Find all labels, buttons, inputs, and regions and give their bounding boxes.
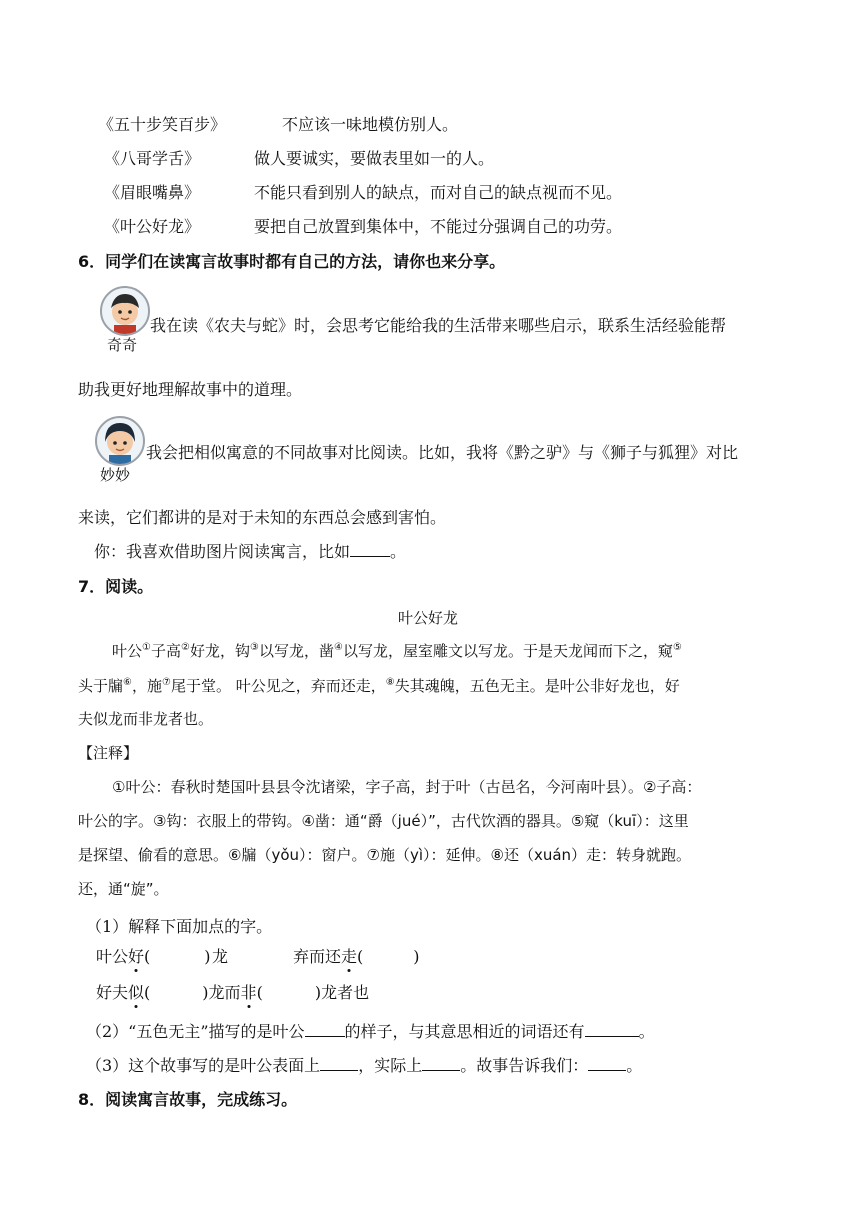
miaomiao-avatar	[95, 416, 145, 466]
note-ref: ⑥	[123, 677, 132, 688]
text: 。故事告诉我们：	[460, 1056, 589, 1075]
match-story: 《八哥学舌》	[104, 149, 201, 168]
fill-item	[96, 980, 369, 1003]
answer-paren[interactable]: ( )	[357, 947, 420, 966]
miaomiao-speech: 我会把相似寓意的不同故事对比阅读。比如，我将《黔之驴》与《狮子与狐狸》对比	[146, 443, 739, 462]
text: 好夫	[96, 983, 129, 1002]
text: 以写龙，凿	[258, 642, 334, 660]
notes-heading: 【注释】	[78, 744, 139, 762]
text: 以写龙，屋室雕文以写龙。于是天龙闻而下之，窥	[342, 642, 673, 660]
qiqi-avatar	[100, 286, 150, 336]
match-moral: 做人要诚实，要做表里如一的人。	[254, 149, 495, 168]
text: 龙者也	[321, 983, 370, 1002]
text: 弃而还	[293, 947, 342, 966]
dotted-char: 好	[128, 947, 145, 966]
match-story: 《眉眼嘴鼻》	[104, 183, 201, 202]
text: 尾于堂。 叶公见之，弃而还走，	[170, 677, 386, 695]
answer-blank[interactable]	[585, 1022, 639, 1037]
dotted-char: 非	[240, 983, 257, 1002]
note-ref: ⑦	[162, 677, 171, 688]
answer-blank[interactable]	[350, 542, 390, 557]
text: 子高	[150, 642, 181, 660]
answer-blank[interactable]	[320, 1056, 358, 1071]
text: 头于牖	[78, 677, 124, 695]
question-8-heading: 8．阅读寓言故事，完成练习。	[78, 1090, 298, 1109]
qiqi-speech: 我在读《农夫与蛇》时，会思考它能给我的生活带来哪些启示，联系生活经验能帮	[150, 316, 727, 335]
sub-question-2	[86, 1019, 655, 1042]
notes-line: 还，通“旋”。	[78, 880, 169, 898]
punct: 。	[390, 542, 407, 561]
answer-paren[interactable]: ( )	[256, 983, 322, 1002]
text: 叶公	[112, 642, 143, 660]
match-moral: 不能只看到别人的缺点，而对自己的缺点视而不见。	[254, 183, 623, 202]
note-ref: ②	[181, 642, 190, 653]
sub-question-3	[86, 1053, 642, 1076]
answer-blank[interactable]	[305, 1022, 345, 1037]
notes-line: ①叶公：春秋时楚国叶县县令沈诸梁，字子高，封于叶（古邑名，今河南叶县）。②子高：	[112, 778, 702, 796]
text: 。	[638, 1022, 655, 1041]
question-7-heading: 7．阅读。	[78, 577, 154, 596]
passage-line: 夫似龙而非龙者也。	[78, 710, 214, 728]
match-moral: 要把自己放置到集体中，不能过分强调自己的功劳。	[254, 217, 623, 236]
passage-line	[78, 675, 680, 696]
text: ，施	[131, 677, 162, 695]
dotted-char: 走	[341, 947, 358, 966]
your-answer-prompt: 你：我喜欢借助图片阅读寓言，比如	[94, 542, 351, 561]
text: 叶公	[96, 947, 129, 966]
text: 。	[626, 1056, 643, 1075]
notes-line: 是探望、偷看的意思。⑥牖（yǒu）：窗户。⑦施（yì）：延伸。⑧还（xuán）走：转身就跑。	[78, 846, 692, 864]
question-6-heading: 6．同学们在读寓言故事时都有自己的方法，请你也来分享。	[78, 252, 506, 271]
text: 失其魂魄，五色无主。是叶公非好龙也，好	[394, 677, 680, 695]
match-story: 《叶公好龙》	[104, 217, 201, 236]
miaomiao-name: 妙妙	[100, 466, 131, 484]
answer-paren[interactable]: ( )	[144, 983, 209, 1002]
dotted-char: 似	[128, 983, 145, 1002]
answer-blank[interactable]	[422, 1056, 460, 1071]
fill-item	[293, 944, 420, 967]
note-ref: ⑤	[672, 642, 682, 653]
passage-line	[112, 640, 682, 661]
text: 龙	[212, 947, 229, 966]
your-answer-line	[94, 539, 406, 562]
note-ref: ⑧	[385, 677, 395, 688]
text: 龙而	[208, 983, 241, 1002]
match-moral: 不应该一味地模仿别人。	[282, 115, 459, 134]
answer-blank[interactable]	[588, 1056, 626, 1071]
fill-item	[96, 944, 228, 967]
qiqi-name: 奇奇	[107, 336, 138, 354]
sub-question-1: （1）解释下面加点的字。	[86, 917, 273, 936]
note-ref: ①	[142, 642, 151, 653]
match-story: 《五十步笑百步》	[98, 115, 227, 134]
text: ，实际上	[358, 1056, 423, 1075]
text: 的样子，与其意思相近的词语还有	[344, 1022, 585, 1041]
note-ref: ④	[333, 642, 343, 653]
text: 好龙，钩	[189, 642, 250, 660]
note-ref: ③	[249, 642, 259, 653]
qiqi-speech-cont: 助我更好地理解故事中的道理。	[78, 380, 303, 399]
notes-line: 叶公的字。③钩：衣服上的带钩。④凿：通“爵（jué）”，古代饮酒的器具。⑤窥（kuī）：这里	[78, 812, 689, 830]
text: （2）“五色无主”描写的是叶公	[86, 1022, 305, 1041]
miaomiao-speech-cont: 来读，它们都讲的是对于未知的东西总会感到害怕。	[78, 508, 447, 527]
passage-title: 叶公好龙	[398, 609, 459, 627]
answer-paren[interactable]: ( )	[144, 947, 211, 966]
text: （3）这个故事写的是叶公表面上	[86, 1056, 321, 1075]
